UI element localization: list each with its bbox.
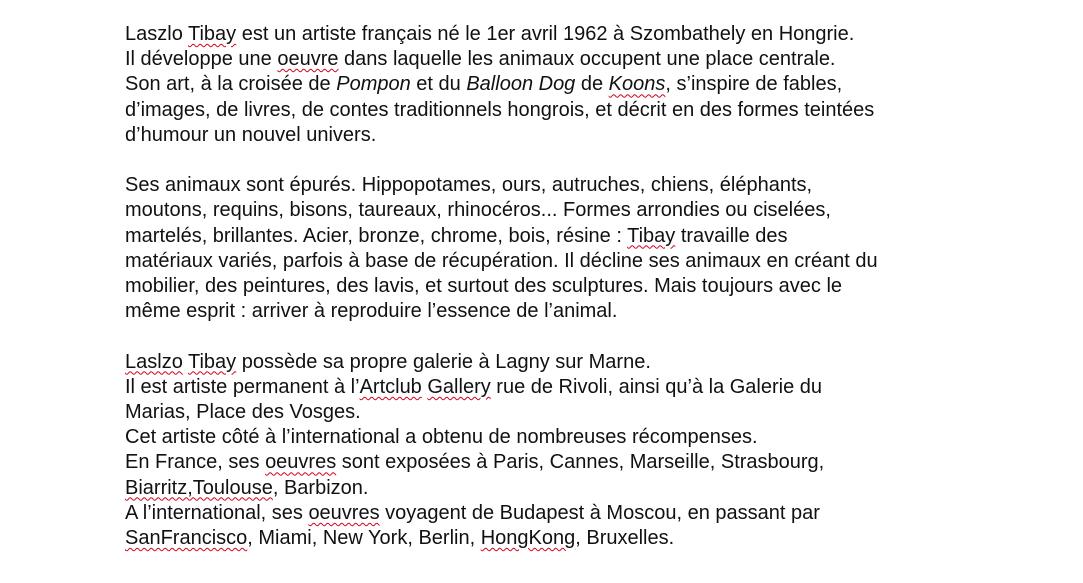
- text-run: est un artiste français né le 1er avril 1962 à Szombathely en Hongrie.: [236, 23, 855, 45]
- spelling-flag[interactable]: Koons: [608, 73, 666, 96]
- text-run: Son art, à la croisée de: [125, 73, 337, 96]
- text-line: moutons, requins, bisons, taureaux, rhinocéros... Formes arrondies ou ciselées,: [125, 199, 831, 222]
- text-line: Marias, Place des Vosges.: [125, 401, 361, 424]
- text-run: travaille des: [675, 224, 788, 247]
- text-run: Il est artiste permanent à l’: [125, 375, 360, 398]
- text-run: dans laquelle les animaux occupent une place centrale.: [338, 48, 836, 71]
- blank-line: [125, 324, 1025, 349]
- paragraph-animals: [125, 173, 1025, 324]
- text-run: , Miami, New York, Berlin,: [247, 527, 481, 550]
- text-line: d’humour un nouvel univers.: [125, 123, 377, 146]
- italic-run: Balloon Dog: [466, 73, 576, 96]
- spelling-flag[interactable]: oeuvres: [308, 501, 380, 524]
- spelling-flag[interactable]: Artclub: [359, 375, 422, 398]
- text-run: et du: [410, 73, 467, 96]
- text-run: Laszlo: [125, 23, 189, 45]
- text-line: Ses animaux sont épurés. Hippopotames, ours, autruches, chiens, éléphants,: [125, 174, 813, 197]
- text-run: possède sa propre galerie à Lagny sur Marne.: [236, 350, 651, 373]
- spelling-flag[interactable]: Biarritz,Toulouse: [125, 476, 273, 499]
- text-run: sont exposées à Paris, Cannes, Marseille, Strasbourg,: [336, 451, 825, 474]
- text-line: matériaux variés, parfois à base de récupération. Il décline ses animaux en créant du: [125, 249, 878, 272]
- paragraph-galleries: [125, 350, 1025, 552]
- text-run: martelés, brillantes. Acier, bronze, chrome, bois, résine :: [125, 224, 628, 247]
- spelling-flag[interactable]: Gallery: [427, 375, 491, 398]
- text-line: [125, 476, 1025, 501]
- text-line: [125, 22, 1025, 47]
- paragraph-intro: [125, 22, 1025, 148]
- text-run: de: [575, 73, 609, 96]
- text-line: [125, 72, 1025, 97]
- text-run: En France, ses: [125, 451, 266, 474]
- text-line: d’images, de livres, de contes traditionnels hongrois, et décrit en des formes teintées: [125, 98, 875, 121]
- text-line: mobilier, des peintures, des lavis, et surtout des sculptures. Mais toujours avec le: [125, 275, 843, 298]
- spelling-flag[interactable]: Tibay: [188, 350, 237, 373]
- spelling-flag[interactable]: Tibay: [188, 23, 237, 45]
- text-line: [125, 375, 1025, 400]
- document-body[interactable]: [125, 22, 1025, 551]
- italic-run: Pompon: [336, 73, 411, 96]
- text-run: rue de Rivoli, ainsi qu’à la Galerie du: [490, 375, 823, 398]
- spelling-flag[interactable]: oeuvres: [265, 451, 337, 474]
- text-line: [125, 526, 1025, 551]
- text-run: voyagent de Budapest à Moscou, en passant par: [379, 501, 820, 524]
- spelling-flag[interactable]: oeuvre: [277, 48, 339, 71]
- text-run: , Bruxelles.: [575, 527, 675, 550]
- spelling-flag[interactable]: HongKong: [480, 527, 576, 550]
- text-line: [125, 350, 1025, 375]
- text-line: [125, 224, 1025, 249]
- text-line: [125, 501, 1025, 526]
- text-line: [125, 47, 1025, 72]
- text-run: , Barbizon.: [272, 476, 369, 499]
- text-line: même esprit : arriver à reproduire l’essence de l’animal.: [125, 300, 618, 323]
- text-run: , s’inspire de fables,: [665, 73, 843, 96]
- text-line: Cet artiste côté à l’international a obtenu de nombreuses récompenses.: [125, 426, 758, 449]
- text-run: A l’international, ses: [125, 501, 309, 524]
- spelling-flag[interactable]: Laslzo: [125, 350, 183, 373]
- text-run: Il développe une: [125, 48, 278, 71]
- spelling-flag[interactable]: SanFrancisco: [125, 527, 248, 550]
- spelling-flag[interactable]: Tibay: [627, 224, 676, 247]
- text-line: [125, 450, 1025, 475]
- blank-line: [125, 148, 1025, 173]
